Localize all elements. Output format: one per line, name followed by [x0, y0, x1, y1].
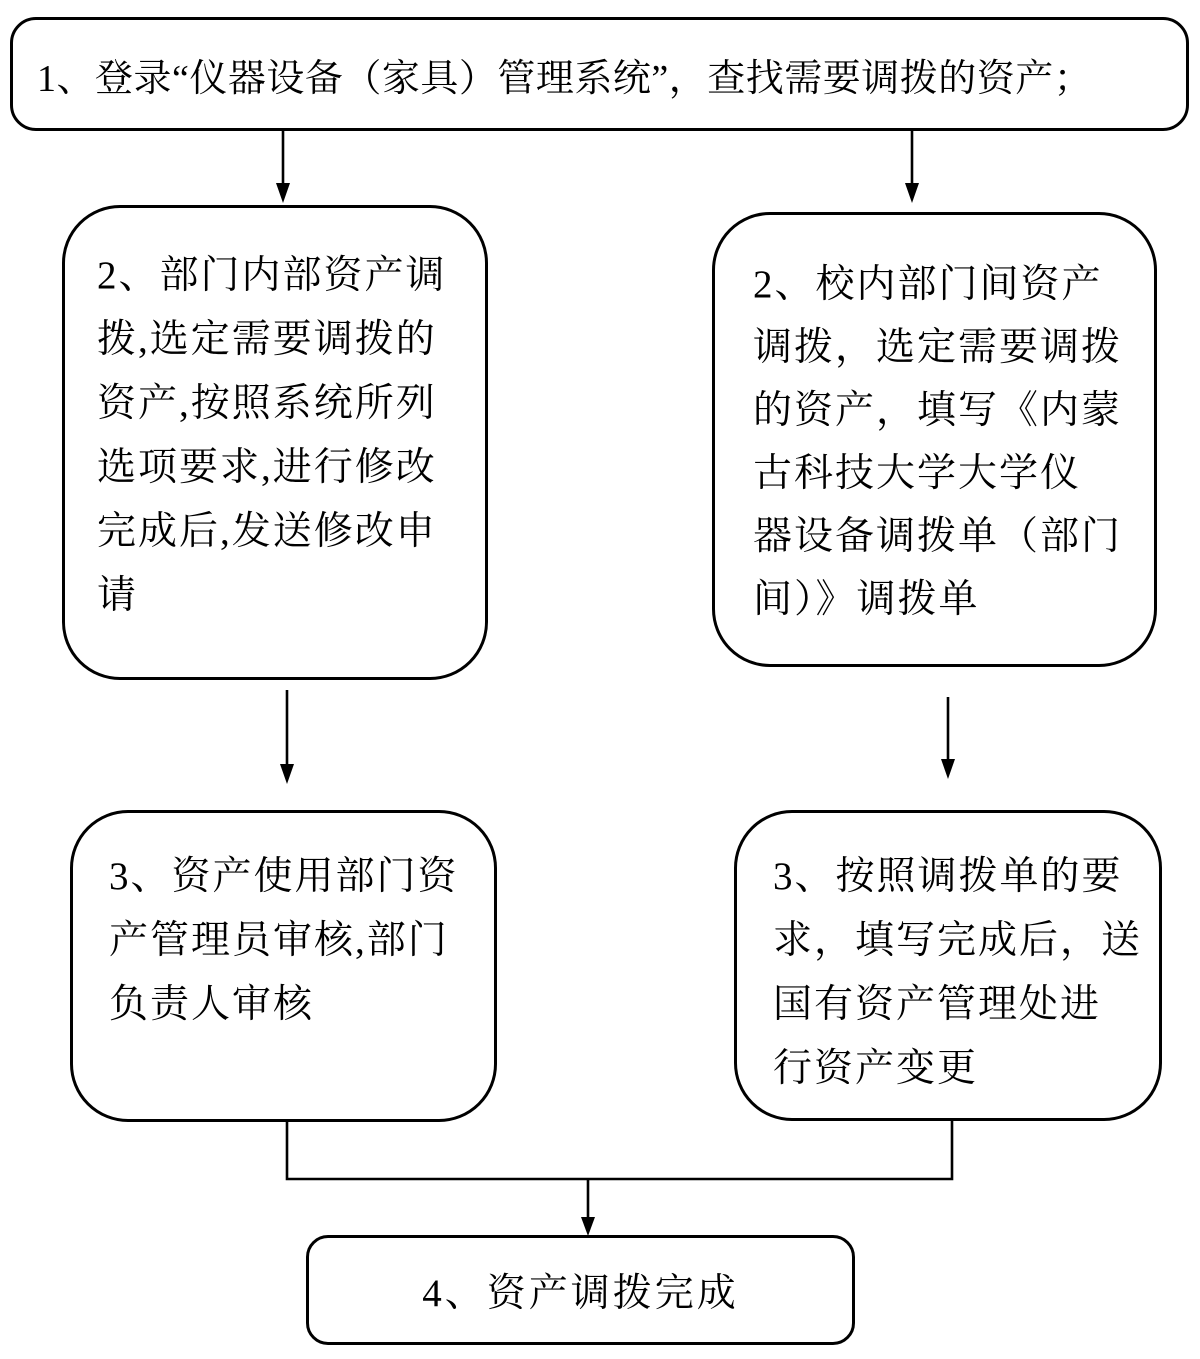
step2-left-text-line: 请: [97, 574, 139, 617]
step2-left-box: [62, 205, 488, 680]
step3-right-text-line: 行资产变更: [773, 1047, 979, 1090]
step2-right-text-line: 调拨，选定需要调拨: [753, 326, 1123, 369]
step2-right-text-line: 2、校内部门间资产: [753, 263, 1103, 306]
step2-left-text-line: 2、部门内部资产调: [97, 254, 447, 297]
step3-left-box: [70, 810, 497, 1122]
arrow-down-icon: [581, 1217, 595, 1236]
step4-box: [306, 1235, 855, 1345]
connector-line: [287, 1119, 952, 1179]
step2-right-text-line: 古科技大学大学仪: [753, 452, 1082, 495]
step2-right-text-line: 的资产，填写《内蒙: [753, 389, 1123, 432]
step2-left-text-line: 拨,选定需要调拨的: [97, 318, 437, 361]
step3-right-text-line: 3、按照调拨单的要: [773, 855, 1123, 898]
connector-step1-to-step2-right: [905, 131, 919, 203]
step2-left-text-line: 选项要求,进行修改: [97, 446, 437, 489]
step3-right-text-line: 国有资产管理处进: [773, 983, 1102, 1026]
connector-step1-to-step2-left: [276, 131, 290, 203]
step3-left-text-line: 产管理员审核,部门: [109, 919, 449, 962]
step2-right-box: [712, 212, 1157, 667]
step4-text: 4、资产调拨完成: [422, 1272, 739, 1315]
arrow-down-icon: [276, 183, 290, 203]
step3-left-text-line: 负责人审核: [109, 983, 315, 1026]
step1-text: 1、登录“仪器设备（家具）管理系统”，查找需要调拨的资产；: [37, 57, 1093, 100]
connector-merge-to-step4: [287, 1119, 952, 1236]
arrow-down-icon: [941, 759, 955, 779]
step1-box: [10, 17, 1189, 131]
arrow-down-icon: [280, 764, 294, 784]
step2-right-text-line: 器设备调拨单（部门: [753, 515, 1123, 558]
connector-step2-left-to-step3-left: [280, 690, 294, 784]
step3-left-text-line: 3、资产使用部门资: [109, 855, 459, 898]
arrow-down-icon: [905, 183, 919, 203]
step3-right-box: [734, 810, 1162, 1121]
step2-right-text-line: 间）》调拨单: [753, 578, 980, 621]
step2-left-text-line: 完成后,发送修改申: [97, 510, 437, 553]
step3-right-text-line: 求，填写完成后，送: [773, 919, 1143, 962]
connector-step2-right-to-step3-right: [941, 697, 955, 779]
step2-left-text-line: 资产,按照系统所列: [97, 382, 437, 425]
